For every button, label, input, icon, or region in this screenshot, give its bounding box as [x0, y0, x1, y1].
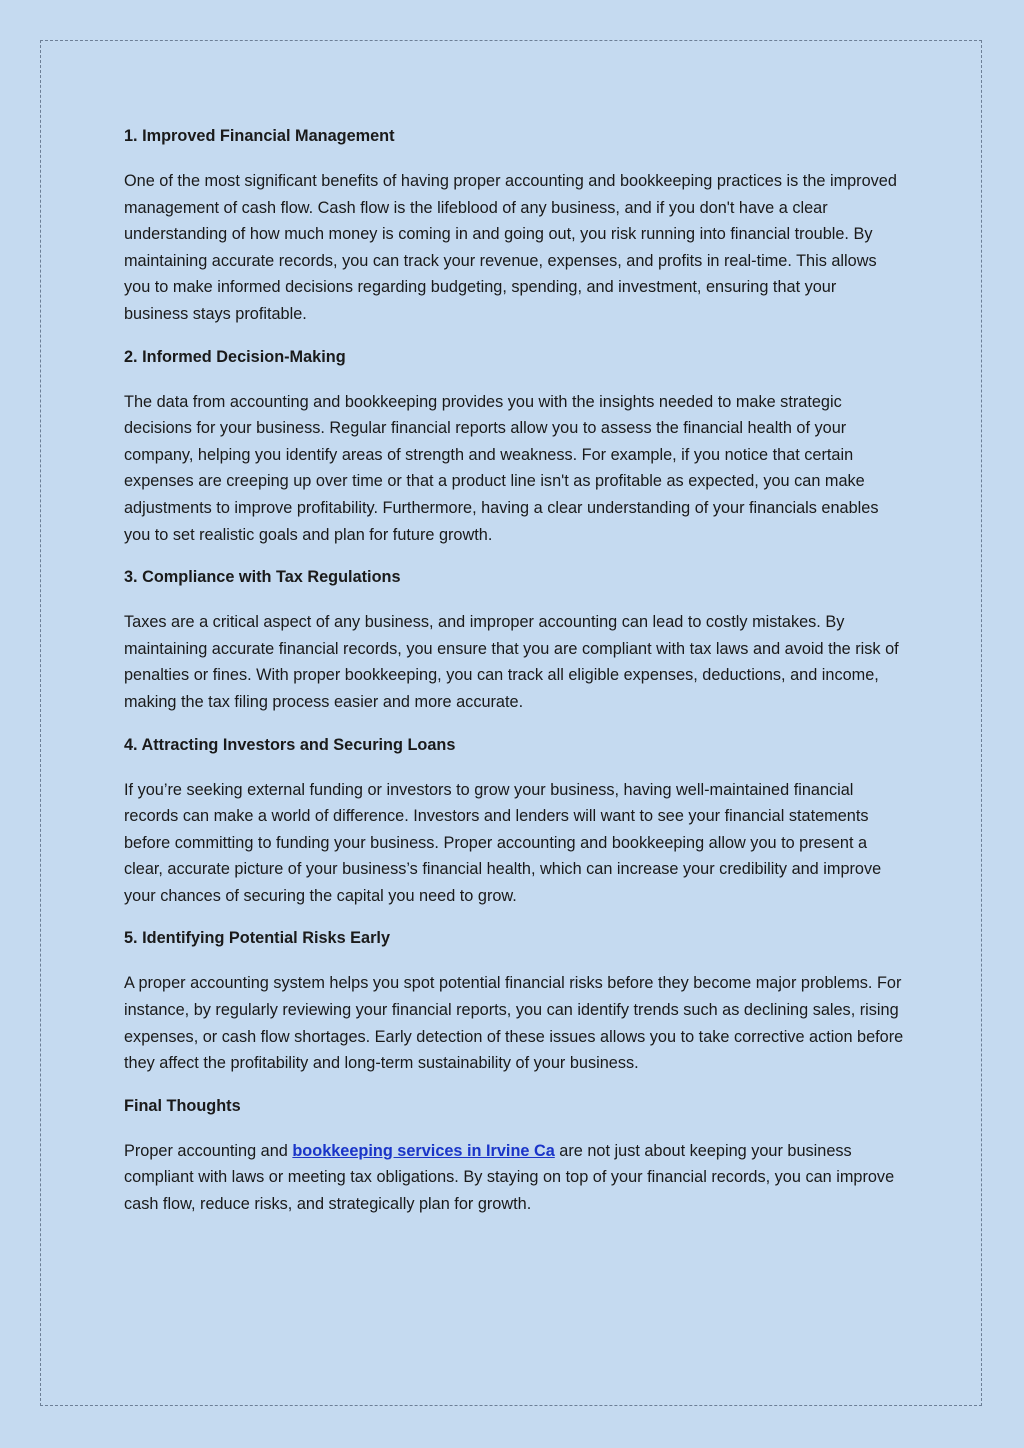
document-body [124, 124, 904, 1235]
section-1-body: One of the most significant benefits of having proper accounting and bookkeeping practices is the improved management of cash flow. Cash flow is the lifeblood of any business, and if you don't have a clear understanding of how much money is coming in and going out, you risk running into financial trouble. By maintaining accurate records, you can track your revenue, expenses, and profits in real-time. This allows you to make informed decisions regarding budgeting, spending, and investment, ensuring that your business stays profitable. [124, 172, 897, 323]
bookkeeping-services-link[interactable]: bookkeeping services in Irvine Ca [292, 1141, 555, 1160]
final-thoughts-body [124, 1138, 904, 1218]
section-4-body: If you’re seeking external funding or investors to grow your business, having well-maintained financial records can make a world of difference. Investors and lenders will want to see your financial statements before committing to funding your business. Proper accounting and bookkeeping allow you to present a clear, accurate picture of your business’s financial health, which can increase your credibility and improve your chances of securing the capital you need to grow. [124, 780, 882, 905]
section-2-heading: 2. Informed Decision-Making [124, 347, 346, 366]
section-5-body: A proper accounting system helps you spot potential financial risks before they become major problems. For instance, by regularly reviewing your financial reports, you can identify trends such as declining sales, rising expenses, or cash flow shortages. Early detection of these issues allows you to take corrective action before they affect the profitability and long-term sustainability of your business. [124, 974, 904, 1073]
final-text-before-link: Proper accounting and [124, 1141, 293, 1160]
section-5-heading: 5. Identifying Potential Risks Early [124, 929, 391, 948]
section-3-body: Taxes are a critical aspect of any business, and improper accounting can lead to costly mistakes. By maintaining accurate financial records, you ensure that you are compliant with tax laws and avoid the risk of penalties or fines. With proper bookkeeping, you can track all eligible expenses, deductions, and income, making the tax filing process easier and more accurate. [124, 613, 899, 711]
section-1-heading: 1. Improved Financial Management [124, 127, 395, 145]
section-4-heading: 4. Attracting Investors and Securing Loans [124, 735, 456, 754]
final-text-after-link: are not just about keeping your business compliant with laws or meeting tax obligations. By staying on top of your financial records, you can improve cash flow, reduce risks, and strategically plan for growth. [124, 1141, 895, 1214]
section-2-body: The data from accounting and bookkeeping provides you with the insights needed to make strategic decisions for your business. Regular financial reports allow you to assess the financial health of your company, helping you identify areas of strength and weakness. For example, if you notice that certain expenses are creeping up over time or that a product line isn't as profitable as expected, you can make adjustments to improve profitability. Furthermore, having a clear understanding of your financials enables you to set realistic goals and plan for future growth. [124, 392, 879, 544]
section-3-heading: 3. Compliance with Tax Regulations [124, 568, 401, 587]
final-thoughts-heading: Final Thoughts [124, 1096, 241, 1115]
